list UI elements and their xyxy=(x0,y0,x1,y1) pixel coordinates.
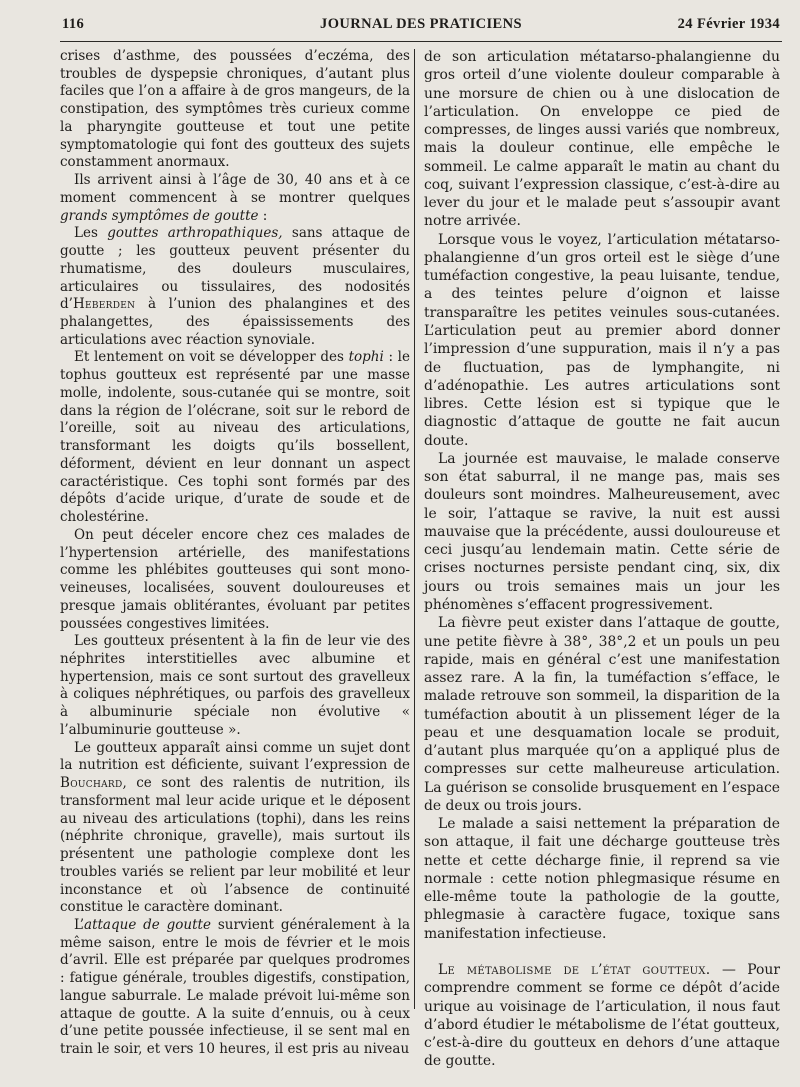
page-number: 116 xyxy=(62,16,85,32)
paragraph: Et lentement on voit se développer des tophi : le tophus goutteux est représenté par une masse molle, indolente, sous-cutanée qui se montre, soit dans la région de l’olécrane, soit sur le rebord de l’oreille, soit au niveau des articulations, transformant les doigts qu’ils bossellent, déforment, dévient en leur donnant un aspect caractéristique. Ces tophi sont formés par des dépôts d’acide urique, d’urate de soude et de cholestérine. xyxy=(60,349,410,526)
header-rule xyxy=(60,41,782,42)
paragraph: Ils arrivent ainsi à l’âge de 30, 40 ans et à ce moment commencent à se montrer quelques grands symptômes de goutte : xyxy=(60,172,410,224)
column-divider xyxy=(414,49,415,1009)
paragraph: La fièvre peut exister dans l’attaque de goutte, une petite fièvre à 38°, 38°,2 et un pouls un peu rapide, mais en général c’est une manifestation assez rare. A la fin, la tuméfaction s’efface, le malade retrouve son sommeil, la disparition de la tuméfaction aboutit à un plissement léger de la peau et une desquamation locale se produit, d’autant plus marquée qu’on a appliqué plus de compresses sur cette malheureuse articulation. La guérison se consolide brusquement en l’espace de deux ou trois jours. xyxy=(424,615,780,814)
author-name: Bouchard xyxy=(60,775,123,792)
paragraph: Le métabolisme de l’état goutteux. — Pour comprendre comment se forme ce dépôt d’acide urique au voisinage de l’articulation, il nous faut d’abord étudier le métabolisme de l’état goutteux, c’est-à-dire du goutteux en dehors d’une attaque de goutte. xyxy=(424,962,780,1070)
paragraph: de son articulation métatarso-phalangienne du gros orteil d’une violente douleur comparable à une morsure de chien ou à une dislocation de l’articulation. On enveloppe ce pied de compresses, de linges aussi variés que nombreux, mais la douleur continue, elle empêche le sommeil. Le calme apparaît le matin au chant du coq, suivant l’expression classique, c’est-à-dire au lever du jour et le malade peut s’assoupir avant notre arrivée. xyxy=(424,49,780,230)
left-column xyxy=(60,48,410,1059)
paragraph: crises d’asthme, des poussées d’eczéma, des troubles de dyspepsie chroniques, d’autant plus faciles que l’on a affaire à de gros mangeurs, de la constipation, des symptômes très curieux comme la pharyngite goutteuse et tout une petite symptomatologie qui font des goutteux des sujets constamment anormaux. xyxy=(60,48,410,171)
paragraph: On peut déceler encore chez ces malades de l’hypertension artérielle, des manifestations comme les phlébites goutteuses qui sont mono-veineuses, localisées, souvent douloureuses et presque jamais oblitérantes, évoluant par petites poussées congestives limitées. xyxy=(60,526,410,632)
paragraph: Le goutteux apparaît ainsi comme un sujet dont la nutrition est déficiente, suivant l’expression de Bouchard, ce sont des ralentis de nutrition, ils transforment mal leur acide urique et le déposent au niveau des articulations (tophi), dans les reins (néphrite chronique, gravelle), mais surtout ils présentent une pathologie complexe dont les troubles variés se relient par leur mobilité et leur inconstance et où l’absence de continuité constitue le caractère dominant. xyxy=(60,739,410,916)
paragraph: La journée est mauvaise, le malade conserve son état saburral, il ne mange pas, mais ses douleurs sont moindres. Malheureusement, avec le soir, l’attaque se ravive, la nuit est aussi mauvaise que la précédente, aussi douloureuse et ceci jusqu’au lendemain matin. Cette série de crises nocturnes persiste pendant cinq, six, dix jours ou trois semaines mais un jour les phénomènes s’effacent progressivement. xyxy=(424,450,780,613)
author-name: Heberden xyxy=(72,296,136,313)
section-heading: Le métabolisme de l’état goutteux. xyxy=(438,962,711,979)
paragraph: Les gouttes arthropathiques, sans attaque de goutte ; les goutteux peuvent présenter du rhumatisme, des douleurs musculaires, articulaires ou tissulaires, des nodosités d’Heberden à l’union des phalangines et des phalangettes, des épaississements des articulations avec réaction synoviale. xyxy=(60,225,410,348)
paragraph: Les goutteux présentent à la fin de leur vie des néphrites interstitielles avec albumine et hypertension, mais ce sont surtout des gravelleux à coliques néphrétiques, ou parfois des gravelleux à albuminurie spéciale non évolutive « l’albuminurie goutteuse ». xyxy=(60,633,410,738)
journal-title: JOURNAL DES PRATICIENS xyxy=(320,16,522,32)
issue-date: 24 Février 1934 xyxy=(677,16,780,32)
paragraph: Lorsque vous le voyez, l’articulation métatarso-phalangienne d’un gros orteil est le siège d’une tuméfaction congestive, la peau luisante, tendue, a des teintes pelure d’oignon et laisse transparaître les petites veinules sous-cutanées. L’articulation peut au premier abord donner l’impression d’une suppuration, mais il n’y a pas de fluctuation, pas de lymphangite, ni d’adénopathie. Les autres articulations sont libres. Cette lésion est si typique que le diagnostic d’attaque de goutte ne fait aucun doute. xyxy=(424,231,780,449)
paragraph: L’attaque de goutte survient généralement à la même saison, entre le mois de février et le mois d’avril. Elle est préparée par quelques prodromes : fatigue générale, troubles digestifs, constipation, langue saburrale. Le malade prévoit lui-même son attaque de goutte. A la suite d’ennuis, ou à ceux d’une petite poussée infectieuse, il se sent mal en train le soir, et vers 10 heures, il est pris au niveau xyxy=(60,916,410,1058)
paragraph: Le malade a saisi nettement la préparation de son attaque, il fait une décharge goutteuse très nette et cette décharge finie, il reprend sa vie normale : cette notion phlegmasique résume en elle-même toute la pathologie de la goutte, phlegmasie à caractère fugace, toxique sans manifestation infectieuse. xyxy=(424,816,780,942)
right-column xyxy=(424,48,780,1071)
page-header xyxy=(62,16,780,38)
